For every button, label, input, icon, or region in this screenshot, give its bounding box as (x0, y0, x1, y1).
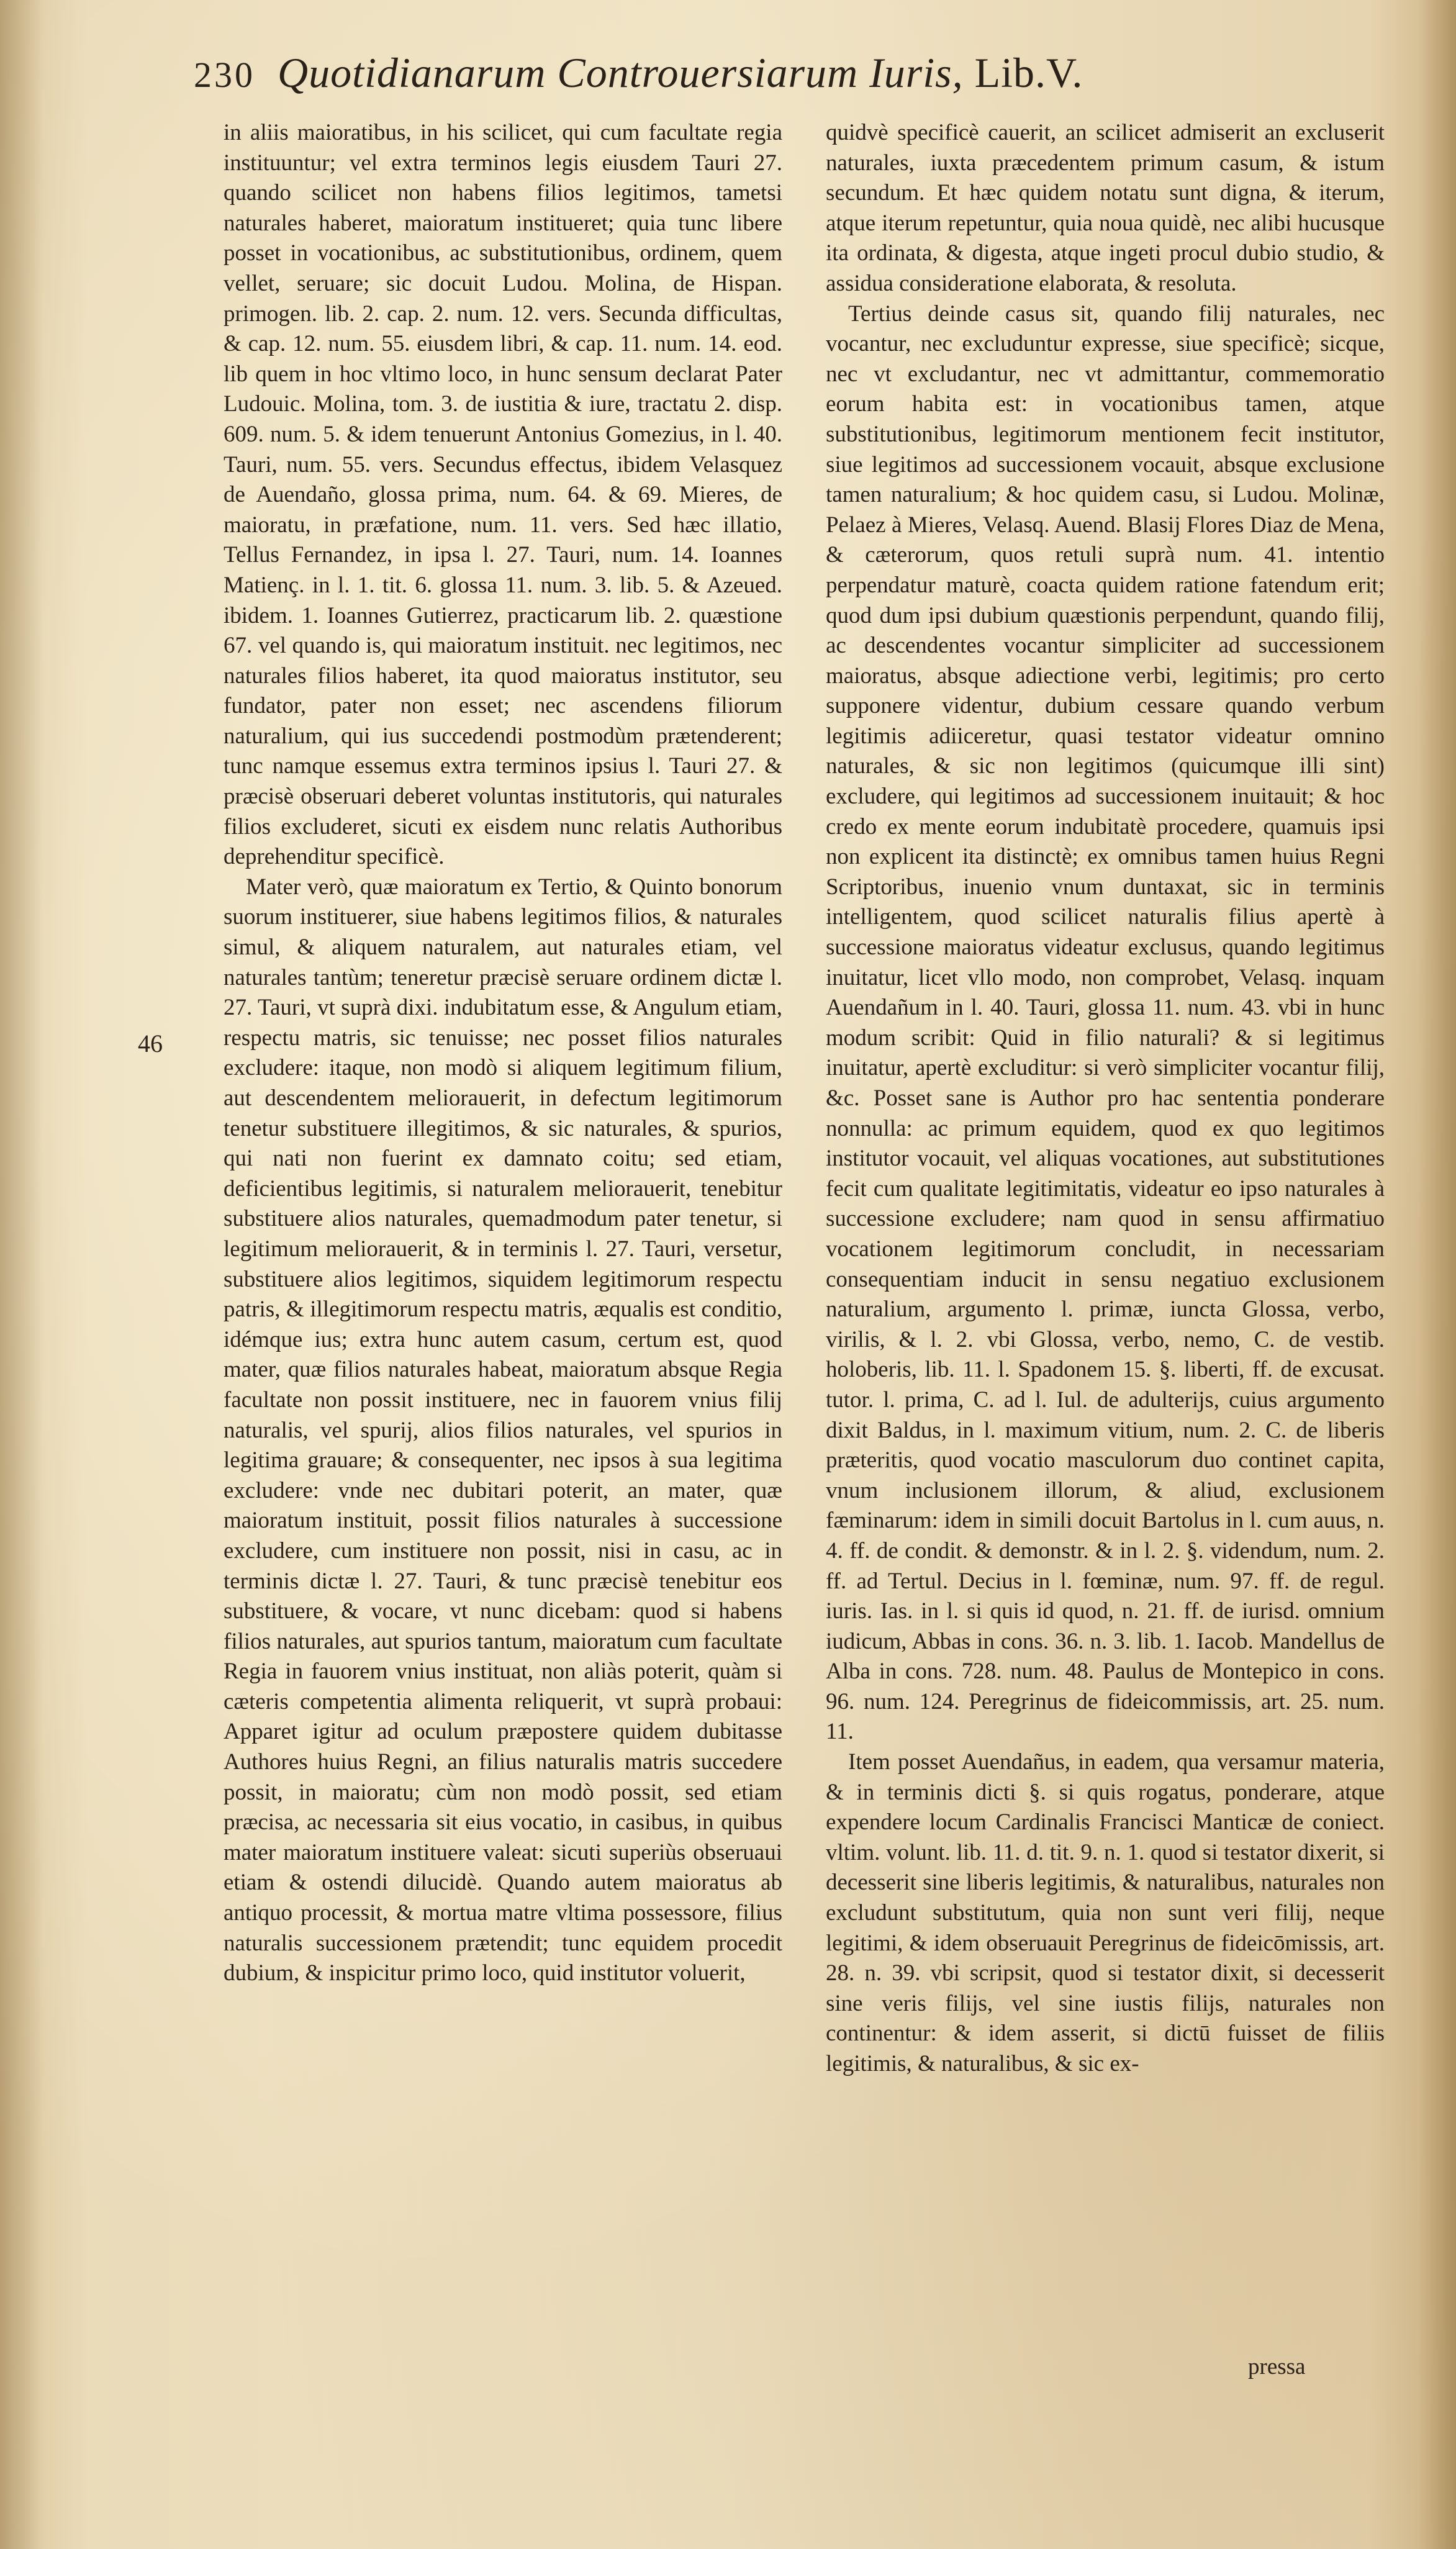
paragraph: Mater verò, quæ maioratum ex Tertio, & Quinto bonorum suorum instituerer, siue habens legitimos filios, & naturales simul, & aliquem naturalem, aut naturales etiam, vel naturales tantùm; teneretur præcisè seruare ordinem dictæ l. 27. Tauri, vt suprà dixi. indubitatum esse, & Angulum etiam, respectu matris, sic tenuisse; nec posset filios naturales excludere: itaque, non modò si aliquem legitimum filium, aut descendentem meliorauerit, in defectum legitimorum tenetur substituere illegitimos, & sic naturales, & spurios, qui nati non fuerint ex damnato coitu; sed etiam, deficientibus legitimis, si naturalem meliorauerit, tenebitur substituere alios naturales, quemadmodum pater tenetur, si legitimum meliorauerit, & in terminis l. 27. Tauri, versetur, substituere alios legitimos, siquidem legitimorum respectu patris, & illegitimorum respectu matris, æqualis est conditio, idémque ius; extra hunc autem casum, certum est, quod mater, quæ filios naturales habeat, maioratum absque Regia facultate non possit instituere, nec in fauorem vnius filij naturalis, vel spurij, alios filios naturales, vel spurios in legitima grauare; & consequenter, nec ipsos à sua legitima excludere: vnde nec dubitari poterit, an mater, quæ maioratum instituit, possit filios naturales à successione excludere, cum instituere non possit, nisi in casu, ac in terminis dictæ l. 27. Tauri, & tunc præcisè tenebitur eos substituere, & vocare, vt nunc dicebam: quod si habens filios naturales, aut spurios tantum, maioratum cum facultate Regia in fauorem vnius instituat, non aliàs poterit, quàm si cæteris competentia alimenta reliquerit, vt suprà probaui: Apparet igitur ad oculum præpostere quidem dubitasse Authores huius Regni, an filius naturalis matris succedere possit, in maioratu; cùm non modò possit, sed etiam præcisa, ac necessaria sit eius vocatio, in casibus, in quibus mater maioratum instituere valeat: sicuti superiùs obseruaui etiam & ostendi dilucidè. Quando autem maioratus ab antiquo processit, & mortua matre vltima possessore, filius naturalis successionem prætendit; tunc equidem procedit dubium, & inspicitur primo loco, quid institutor voluerit, (224, 874, 782, 1986)
page-edge-shadow-left (0, 0, 43, 2549)
running-title-book: Lib.V. (974, 49, 1083, 96)
page-header (194, 48, 1187, 117)
running-title (278, 48, 1083, 97)
page-edge-shadow-right (1419, 0, 1456, 2549)
paragraph: quidvè specificè cauerit, an scilicet admiserit an excluserit naturales, iuxta præcedentem primum casum, & istum secundum. Et hæc quidem notatu sunt digna, & iterum, atque iterum repetuntur, quia noua quidè, nec alibi hucusque ita ordinata, & digesta, atque ingeti procul dubio studio, & assidua consideratione elaborata, & resoluta. (826, 120, 1385, 296)
right-column (826, 118, 1385, 2080)
paragraph: in aliis maioratibus, in his scilicet, qui cum facultate regia instituuntur; vel extra terminos legis eiusdem Tauri 27. quando scilicet non habens filios legitimos, tametsi naturales haberet, maioratum institueret; quia tunc libere posset in vocationibus, ac substitutionibus, ordinem, quem vellet, seruare; sic docuit Ludou. Molina, de Hispan. primogen. lib. 2. cap. 2. num. 12. vers. Secunda difficultas, & cap. 12. num. 55. eiusdem libri, & cap. 11. num. 14. eod. lib quem in hoc vltimo loco, in hunc sensum declarat Pater Ludouic. Molina, tom. 3. de iustitia & iure, tractatu 2. disp. 609. num. 5. & idem tenuerunt Antonius Gomezius, in l. 40. Tauri, num. 55. vers. Secundus effectus, ibidem Velasquez de Auendaño, glossa prima, num. 64. & 69. Mieres, de maioratu, in præfatione, num. 11. vers. Sed hæc illatio, Tellus Fernandez, in ipsa l. 27. Tauri, num. 14. Ioannes Matienç. in l. 1. tit. 6. glossa 11. num. 3. lib. 5. & Azeued. ibidem. 1. Ioannes Gutierrez, practicarum lib. 2. quæstione 67. vel quando is, qui maioratum instituit. nec legitimos, nec naturales filios haberet, ita quod maioratus institutor, seu fundator, pater non esset; nec ascendens filiorum naturalium, qui ius succedendi postmodùm prætenderent; tunc namque essemus extra terminos ipsius l. Tauri 27. & præcisè obseruari deberet voluntas institutoris, qui naturales filios excluderet, sicuti ex eisdem nunc relatis Authoribus deprehenditur specificè. (224, 120, 782, 870)
running-title-text: Quotidianarum Controuersiarum Iuris, (278, 49, 964, 96)
paragraph: Tertius deinde casus sit, quando filij naturales, nec vocantur, nec excluduntur expresse, siue specificè; sicque, nec vt excludantur, nec vt admittantur, commemoratio eorum habita est: in vocationibus tamen, atque substitutionibus, legitimorum mentionem fecit institutor, siue legitimos ad successionem vocauit, absque exclusione tamen naturalium; & hoc quidem casu, si Ludou. Molinæ, Pelaez à Mieres, Velasq. Auend. Blasij Flores Diaz de Mena, & cæterorum, quos retuli suprà num. 41. intentio perpendatur maturè, coacta quidem ratione fatendum erit; quod dum ipsi dubium quæstionis perpendunt, quando filij, ac descendentes vocantur simpliciter ad successionem maioratus, absque adiectione verbi, legitimis; pro certo supponere videntur, dubium cessare quando verbum legitimis adiiceretur, quasi testator videatur omnino naturales, & sic non legitimos (quicumque illi sint) excludere, qui legitimos ad successionem inuitauit; & hoc credo ex mente eorum indubitatè procedere, quamuis ipsi non explicent ita distinctè; ex omnibus tamen huius Regni Scriptoribus, inuenio vnum duntaxat, sic in terminis intelligentem, quod scilicet naturalis filius apertè à successione maioratus videatur exclusus, quando legitimus inuitatur, licet vllo modo, non comprobet, Velasq. inquam Auendañum in l. 40. Tauri, glossa 11. num. 43. vbi in hunc modum scribit: Quid in filio naturali? & si legitimus inuitatur, apertè excluditur: si verò simpliciter vocantur filij, &c. Posset sane is Author pro hac sententia ponderare nonnulla: ac primum equidem, quod ex quo legitimos institutor vocauit, vel aliquas vocationes, aut substitutiones fecit cum qualitate legitimitatis, videatur eo ipso naturales à successione excludere; nam quod in sensu affirmatiuo vocationem legitimorum concludit, in necessariam consequentiam inducit in sensu negatiuo exclusionem naturalium, argumento l. primæ, iuncta Glossa, verbo, virilis, & l. 2. vbi Glossa, verbo, nemo, C. de vestib. holoberis, lib. 11. l. Spadonem 15. §. liberti, ff. de excusat. tutor. l. prima, C. ad l. Iul. de adulterijs, cuius argumento dixit Baldus, in l. maximum vitium, num. 2. C. de liberis præteritis, quod vocatio masculorum duo continet capita, vnum inclusionem illorum, & aliud, exclusionem fæminarum: idem in simili docuit Bartolus in l. cum auus, n. 4. ff. de condit. & demonstr. & in l. 2. §. videndum, num. 2. ff. ad Tertul. Decius in l. fœminæ, num. 97. ff. de regul. iuris. Ias. in l. si quis id quod, n. 21. ff. de iurisd. omnium iudicum, Abbas in cons. 36. n. 3. lib. 1. Iacob. Mandellus de Alba in cons. 728. num. 48. Paulus de Montepico in cons. 96. num. 124. Peregrinus de fideicommissis, art. 25. num. 11. (826, 301, 1385, 1745)
left-column (224, 118, 782, 1989)
paragraph: Item posset Auendañus, in eadem, qua versamur materia, & in terminis dicti §. si quis rogatus, ponderare, atque expendere locum Cardinalis Francisci Manticæ de coniect. vltim. volunt. lib. 11. d. tit. 9. n. 1. quod si testator dixerit, si decesserit sine liberis legitimis, & naturalibus, naturales non excludunt substitutum, quia non sunt veri filij, neque legitimi, & idem obseruauit Peregrinus de fideicōmissis, art. 28. n. 39. vbi scripsit, quod si testator dixit, si decesserit sine veris filijs, vel sine iustis filijs, naturales non continentur: & idem asserit, si dictū fuisset de filiis legitimis, & naturalibus, & sic ex- (826, 1749, 1385, 2076)
catchword: pressa (1248, 2354, 1306, 2379)
page-number: 230 (194, 55, 255, 95)
margin-paragraph-number: 46 (138, 1030, 163, 1057)
